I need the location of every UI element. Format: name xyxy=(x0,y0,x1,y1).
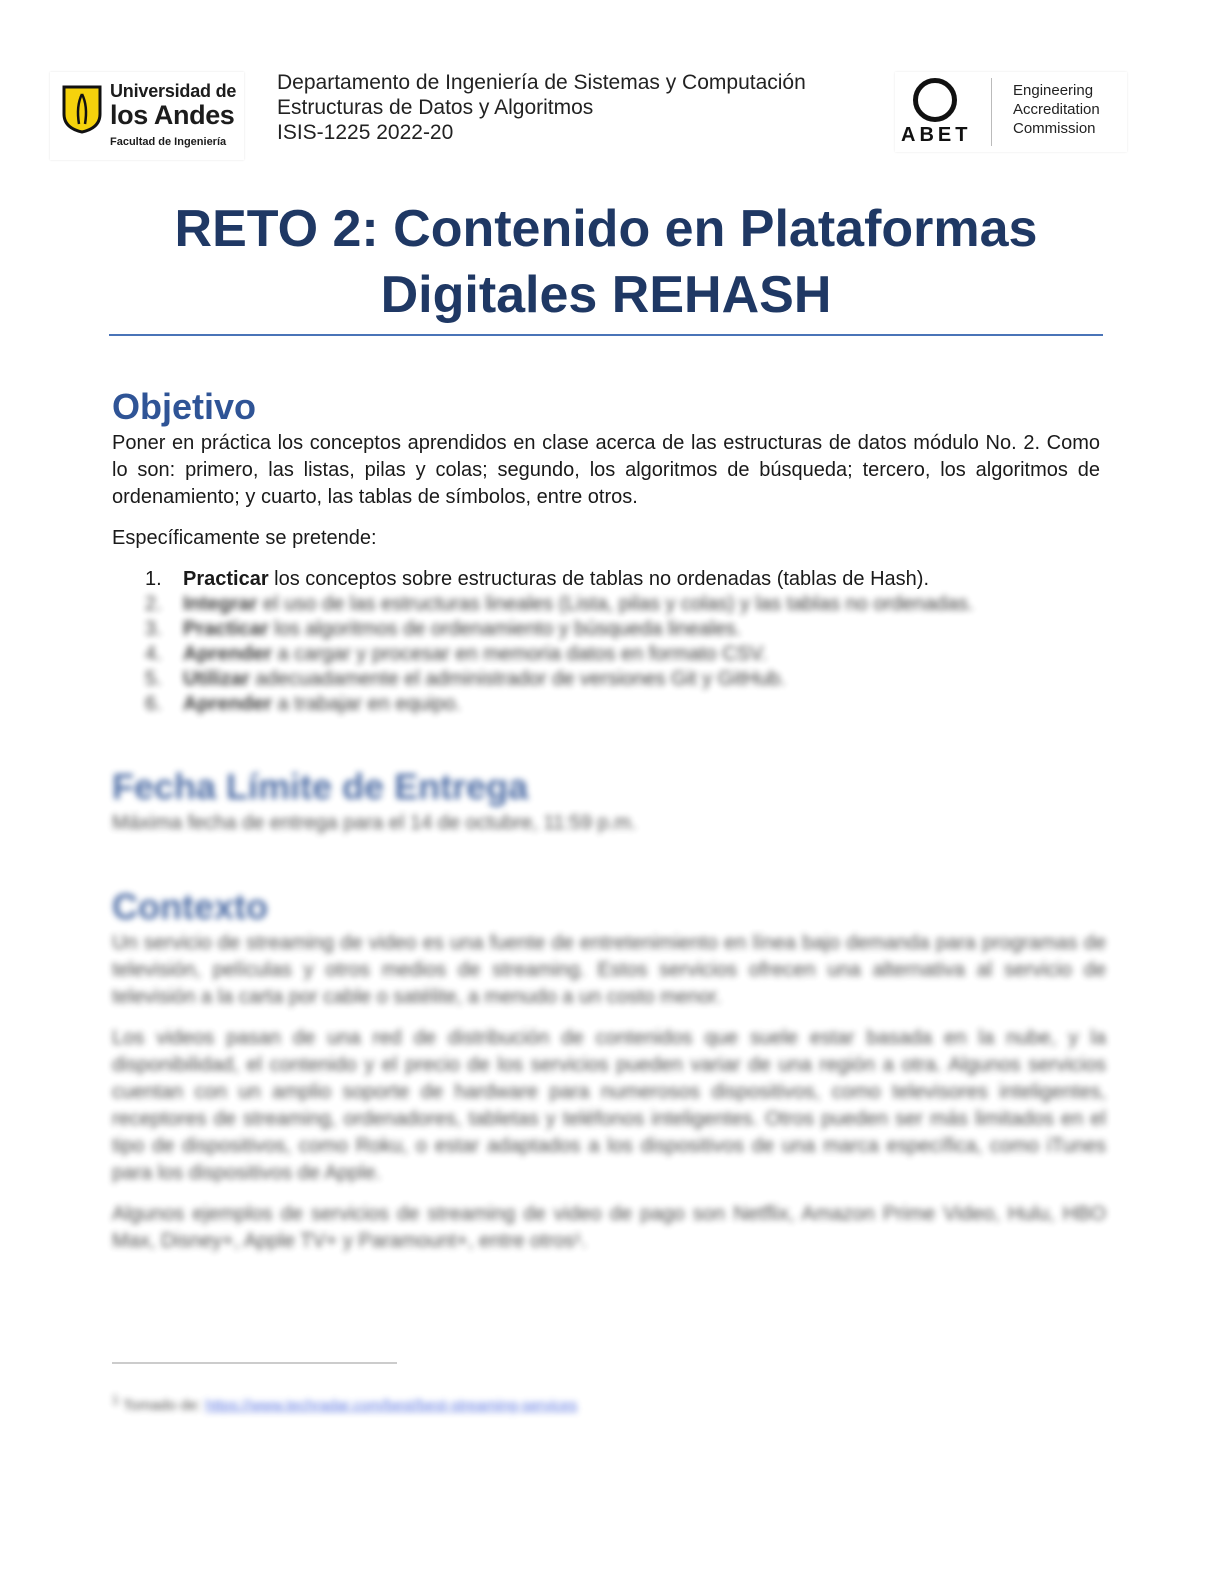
objectives-list xyxy=(145,567,973,717)
fecha-text: Máxima fecha de entrega para el 14 de octubre, 11:59 p.m. xyxy=(112,812,637,834)
footnote-separator xyxy=(112,1362,397,1364)
list-item-verb: Aprender xyxy=(183,643,272,665)
list-item-number: 1. xyxy=(145,568,162,590)
footnote-marker: 1 xyxy=(112,1393,119,1407)
list-item-verb: Practicar xyxy=(183,618,269,640)
list-item-number: 3. xyxy=(145,618,162,640)
abet-commission-text xyxy=(1013,81,1100,138)
department-name: Departamento de Ingeniería de Sistemas y Computación xyxy=(277,71,806,94)
list-item-number: 4. xyxy=(145,643,162,665)
abet-line3: Commission xyxy=(1013,120,1096,137)
list-item-text: a cargar y procesar en memoria datos en formato CSV. xyxy=(271,643,767,665)
abet-wordmark: ABET xyxy=(901,124,972,146)
list-item-verb: Aprender xyxy=(183,693,272,715)
objetivo-intro: Específicamente se pretende: xyxy=(112,527,377,549)
list-item-number: 5. xyxy=(145,668,162,690)
uniandes-logo-line2: los Andes xyxy=(110,100,235,130)
footnote-link[interactable]: https://www.techradar.com/best/best-streaming-services xyxy=(205,1397,578,1414)
department-block xyxy=(277,70,806,145)
list-item-text: adecuadamente el administrador de versiones Git y GitHub. xyxy=(249,668,786,690)
list-item-verb: Utilizar xyxy=(183,668,250,690)
title-underline xyxy=(109,334,1103,336)
abet-divider xyxy=(991,78,992,146)
title-line2: Digitales REHASH xyxy=(380,266,832,324)
list-item-text: el uso de las estructuras lineales (Lista, pilas y colas) y las tablas no ordenadas. xyxy=(257,593,974,615)
uniandes-shield-icon xyxy=(62,84,102,134)
section-heading-objetivo: Objetivo xyxy=(112,386,257,427)
list-item-number: 6. xyxy=(145,693,162,715)
course-name: Estructuras de Datos y Algoritmos xyxy=(277,96,594,119)
footnote xyxy=(112,1393,577,1414)
list-item-number: 2. xyxy=(145,593,162,615)
list-item xyxy=(145,642,973,667)
uniandes-logo-line1: Universidad de xyxy=(110,81,237,101)
contexto-paragraph-3: Algunos ejemplos de servicios de streaming de video de pago son Netflix, Amazon Prime Video, Hulu, HBO Max, Disney+, Apple TV+ y Paramount+, entre otros¹. xyxy=(112,1203,1106,1252)
document-title xyxy=(110,196,1102,328)
list-item xyxy=(145,617,973,642)
contexto-paragraph-1: Un servicio de streaming de video es una fuente de entretenimiento en línea bajo demanda para programas de televisión, películas y otros medios de streaming. Estos servicios ofrecen una alternativa al servicio de televisión a la carta por cable o satélite, a menudo a un costo menor. xyxy=(112,932,1106,1008)
list-item-text: a trabajar en equipo. xyxy=(271,693,461,715)
abet-circle-icon xyxy=(913,78,957,122)
objetivo-paragraph: Poner en práctica los conceptos aprendidos en clase acerca de las estructuras de datos módulo No. 2. Como lo son: primero, las listas, pilas y colas; segundo, los algoritmos de búsqueda; tercero, los algoritmos de ordenamiento; y cuarto, las tablas de símbolos, entre otros. xyxy=(112,432,1100,508)
title-line1: RETO 2: Contenido en Plataformas xyxy=(174,200,1038,258)
contexto-paragraph-2: Los videos pasan de una red de distribución de contenidos que suele estar basada en la nube, y la disponibilidad, el contenido y el precio de los servicios pueden variar de una región a otra. Algunos servicios cuentan con un amplio soporte de hardware para numerosos dispositivos, como televisores inteligentes, receptores de streaming, ordenadores, tabletas y teléfonos inteligentes. Otros pueden ser más limitados en el tipo de dispositivos, como Roku, o estar adaptados a los dispositivos de una marca específica, como iTunes para los dispositivos de Apple. xyxy=(112,1027,1106,1184)
section-heading-fecha: Fecha Límite de Entrega xyxy=(112,766,529,807)
section-heading-contexto: Contexto xyxy=(112,886,268,927)
list-item-verb: Practicar xyxy=(183,568,269,590)
list-item xyxy=(145,592,973,617)
list-item-verb: Integrar xyxy=(183,593,258,615)
footnote-label: Tomado de: xyxy=(122,1397,202,1414)
list-item-text: los conceptos sobre estructuras de tablas no ordenadas (tablas de Hash). xyxy=(268,568,930,590)
abet-line1: Engineering xyxy=(1013,82,1094,99)
list-item-text: los algoritmos de ordenamiento y búsqueda lineales. xyxy=(268,618,742,640)
course-code: ISIS-1225 2022-20 xyxy=(277,121,454,144)
uniandes-logo-line3: Facultad de Ingeniería xyxy=(110,136,227,148)
list-item xyxy=(145,692,973,717)
list-item xyxy=(145,667,973,692)
abet-logo xyxy=(895,72,1127,152)
list-item xyxy=(145,567,973,592)
uniandes-logo xyxy=(50,72,244,160)
page-header xyxy=(0,0,1224,170)
abet-line2: Accreditation xyxy=(1013,101,1100,118)
